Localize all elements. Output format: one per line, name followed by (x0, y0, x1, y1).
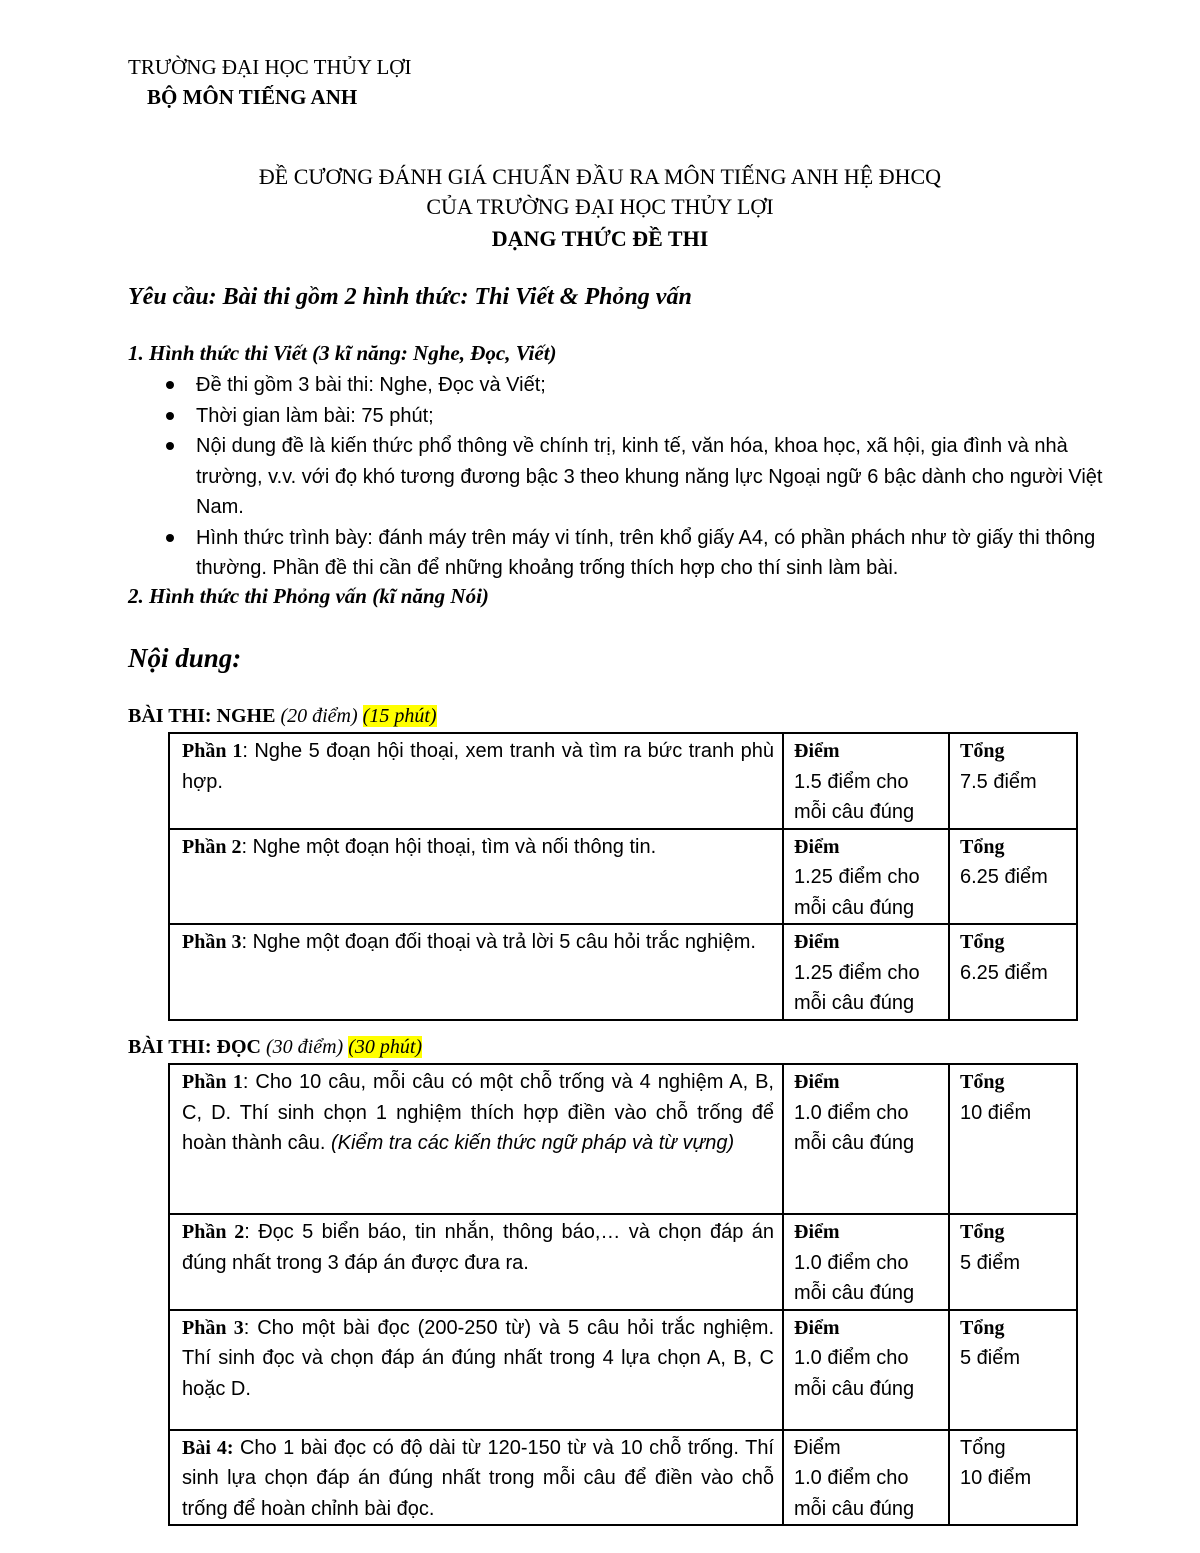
part-description (169, 1310, 783, 1430)
bullet-icon (166, 442, 174, 450)
score-cell (783, 1064, 949, 1214)
score-label: Điểm (794, 1436, 841, 1459)
total-label: Tổng (960, 931, 1005, 953)
part-label: Phần 2 (182, 835, 242, 858)
section-1-bullets (128, 370, 1128, 584)
part-text: : Nghe 5 đoạn hội thoại, xem tranh và tìm ra bức tranh phù hợp. (182, 740, 774, 793)
list-item (128, 370, 1128, 401)
table-row (169, 1430, 1077, 1526)
total-value: 6.25 điểm (960, 961, 1048, 984)
score-value: 1.5 điểm cho mỗi câu đúng (794, 770, 915, 823)
score-value: 1.0 điểm cho mỗi câu đúng (794, 1251, 915, 1304)
score-cell (783, 829, 949, 925)
total-label: Tổng (960, 1071, 1005, 1093)
part-text: : Cho 10 câu, mỗi câu có một chỗ trống và 4 nghiệm A, B, C, D. Thí sinh chọn 1 nghiệm thích hợp điền vào chỗ trống để hoàn thành câu. (182, 1071, 774, 1154)
score-cell (783, 1214, 949, 1310)
score-label: Điểm (794, 1071, 840, 1093)
table-row (169, 1310, 1077, 1430)
total-label: Tổng (960, 1221, 1005, 1243)
score-label: Điểm (794, 1221, 840, 1243)
part-label: Phần 3 (182, 1316, 244, 1339)
score-value: 1.25 điểm cho mỗi câu đúng (794, 961, 920, 1014)
score-value: 1.0 điểm cho mỗi câu đúng (794, 1467, 915, 1520)
total-value: 5 điểm (960, 1251, 1021, 1274)
requirement-heading: Yêu cầu: Bài thi gồm 2 hình thức: Thi Viết & Phỏng vấn (128, 284, 692, 310)
part-label: Phần 3 (182, 931, 242, 953)
total-value: 10 điểm (960, 1467, 1032, 1489)
total-label: Tổng (960, 1436, 1006, 1459)
part-text: Cho 1 bài đọc có độ dài từ 120-150 từ và 10 chỗ trống. Thí sinh lựa chọn đáp án đúng nhất trong mỗi câu để điền vào chỗ trống để hoàn chỉnh bài đọc. (182, 1436, 774, 1520)
part-description (169, 829, 783, 925)
table-row (169, 1214, 1077, 1310)
table-row (169, 829, 1077, 925)
total-cell (949, 1430, 1077, 1526)
listening-heading (128, 705, 437, 728)
part-label: Phần 2 (182, 1221, 245, 1243)
title-line-1: ĐỀ CƯƠNG ĐÁNH GIÁ CHUẨN ĐẦU RA MÔN TIẾNG ANH HỆ ĐHCQ (258, 164, 942, 189)
table-row (169, 924, 1077, 1020)
table-row (169, 733, 1077, 829)
listening-time: (15 phút) (362, 705, 437, 727)
score-value: 1.0 điểm cho mỗi câu đúng (794, 1347, 915, 1400)
bullet-icon (166, 412, 174, 420)
score-label: Điểm (794, 835, 840, 858)
part-description (169, 1064, 783, 1214)
score-value: 1.25 điểm cho mỗi câu đúng (794, 866, 920, 919)
total-label: Tổng (960, 835, 1005, 858)
listening-points: (20 điểm) (280, 705, 358, 727)
part-text: : Nghe một đoạn đối thoại và trả lời 5 câu hỏi trắc nghiệm. (241, 931, 756, 953)
total-value: 5 điểm (960, 1347, 1021, 1369)
list-item (128, 523, 1128, 584)
bullet-text: Thời gian làm bài: 75 phút; (196, 404, 434, 427)
part-description (169, 1214, 783, 1310)
score-value: 1.0 điểm cho mỗi câu đúng (794, 1101, 915, 1154)
reading-label: BÀI THI: ĐỌC (128, 1036, 261, 1058)
reading-time: (30 phút) (348, 1036, 423, 1058)
part-text: : Cho một bài đọc (200-250 từ) và 5 câu hỏi trắc nghiệm. Thí sinh đọc và chọn đáp án đúng nhất trong 4 lựa chọn A, B, C hoặc D. (182, 1316, 774, 1400)
part-description (169, 924, 783, 1020)
department-name: BỘ MÔN TIẾNG ANH (147, 85, 358, 109)
total-value: 6.25 điểm (960, 866, 1048, 888)
reading-table (168, 1063, 1078, 1526)
section-1-heading: 1. Hình thức thi Viết (3 kĩ năng: Nghe, Đọc, Viết) (128, 341, 557, 365)
part-note: (Kiểm tra các kiến thức ngữ pháp và từ vựng) (331, 1132, 735, 1154)
listening-table (168, 732, 1078, 1021)
total-label: Tổng (960, 740, 1005, 762)
total-value: 10 điểm (960, 1101, 1032, 1124)
bullet-icon (166, 534, 174, 542)
title-line-3: DẠNG THỨC ĐỀ THI (491, 226, 709, 251)
score-cell (783, 1430, 949, 1526)
list-item (128, 431, 1128, 523)
part-label: Phần 1 (182, 1071, 243, 1093)
total-cell (949, 1064, 1077, 1214)
score-cell (783, 924, 949, 1020)
title-line-2: CỦA TRƯỜNG ĐẠI HỌC THỦY LỢI (426, 194, 774, 219)
total-cell (949, 829, 1077, 925)
score-label: Điểm (794, 740, 840, 762)
part-text: : Đọc 5 biển báo, tin nhắn, thông báo,… và chọn đáp án đúng nhất trong 3 đáp án được đưa ra. (182, 1221, 774, 1274)
reading-points: (30 điểm) (266, 1036, 344, 1058)
part-text: : Nghe một đoạn hội thoại, tìm và nối thông tin. (241, 835, 657, 858)
part-description (169, 733, 783, 829)
section-2-heading: 2. Hình thức thi Phỏng vấn (kĩ năng Nói) (128, 584, 489, 608)
part-label: Bài 4: (182, 1436, 234, 1459)
listening-label: BÀI THI: NGHE (128, 705, 276, 727)
score-cell (783, 1310, 949, 1430)
score-label: Điểm (794, 1316, 840, 1339)
bullet-text: Nội dung đề là kiến thức phổ thông về chính trị, kinh tế, văn hóa, khoa học, xã hội, gia đình và nhà trường, v.v. với đọ khó tương đương bậc 3 theo khung năng lực Ngoại ngữ 6 bậc dành cho người Việt Nam. (196, 435, 1103, 518)
list-item (128, 401, 1128, 432)
table-row (169, 1064, 1077, 1214)
bullet-text: Hình thức trình bày: đánh máy trên máy vi tính, trên khổ giấy A4, có phần phách như tờ giấy thi thông thường. Phần đề thi cần để những khoảng trống thích hợp cho thí sinh làm bài. (196, 526, 1096, 579)
bullet-text: Đề thi gồm 3 bài thi: Nghe, Đọc và Viết; (196, 374, 546, 396)
total-value: 7.5 điểm (960, 770, 1037, 793)
total-cell (949, 1310, 1077, 1430)
score-cell (783, 733, 949, 829)
total-cell (949, 733, 1077, 829)
reading-heading (128, 1036, 422, 1059)
content-heading: Nội dung: (128, 643, 242, 673)
total-label: Tổng (960, 1316, 1005, 1339)
part-label: Phần 1 (182, 740, 243, 762)
university-name: TRƯỜNG ĐẠI HỌC THỦY LỢI (128, 55, 412, 79)
score-label: Điểm (794, 931, 840, 953)
part-description (169, 1430, 783, 1526)
bullet-icon (166, 381, 174, 389)
total-cell (949, 1214, 1077, 1310)
total-cell (949, 924, 1077, 1020)
